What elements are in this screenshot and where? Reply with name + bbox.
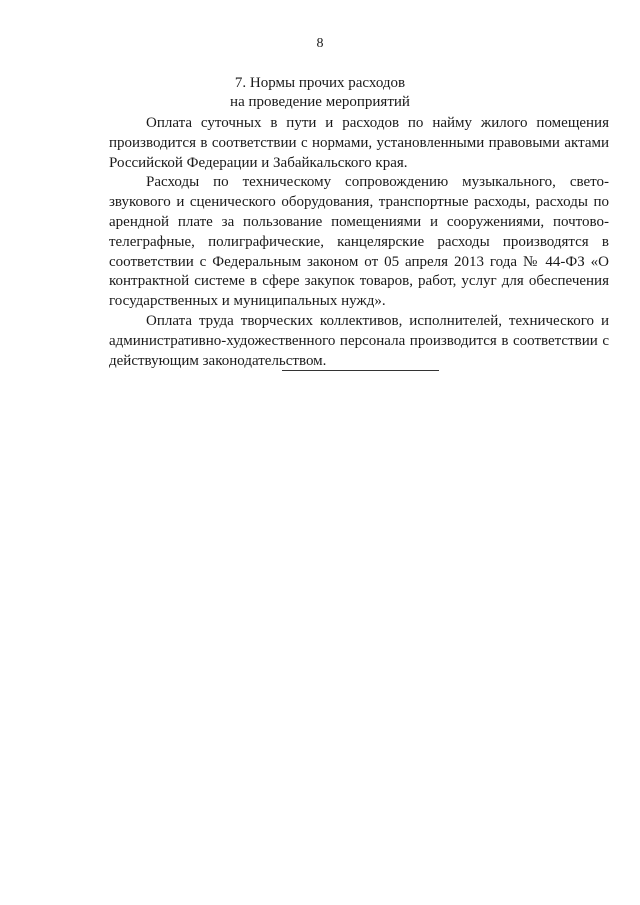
section-title [120,74,520,112]
section-title-line-1: 7. Нормы прочих расходов [234,75,406,91]
paragraph-labor-payment: Оплата труда творческих коллективов, исполнителей, технического и административно-художественного персонала производится в соответствии с действующим законодательством. [109,312,609,369]
paragraph-per-diem: Оплата суточных в пути и расходов по найму жилого помещения производится в соответствии с нормами, установленными правовыми актами Российской Федерации и Забайкальского края. [109,115,609,171]
document-body [109,114,609,371]
paragraph-technical-expenses: Расходы по техническому сопровождению музыкального, свето-звукового и сценического оборудования, транспортные расходы, расходы по арендной плате за пользование помещениями и сооружениями, почтово-телеграфные, полиграфические, канцелярские расходы производятся в соответствии с Федеральным законом от 05 апреля 2013 года № 44-ФЗ «О контрактной системе в сфере закупок товаров, работ, услуг для обеспечения государственных и муниципальных нужд». [109,174,609,310]
section-title-line-2: на проведение мероприятий [230,94,410,110]
page-number: 8 [316,36,324,51]
end-divider-line [282,370,439,371]
